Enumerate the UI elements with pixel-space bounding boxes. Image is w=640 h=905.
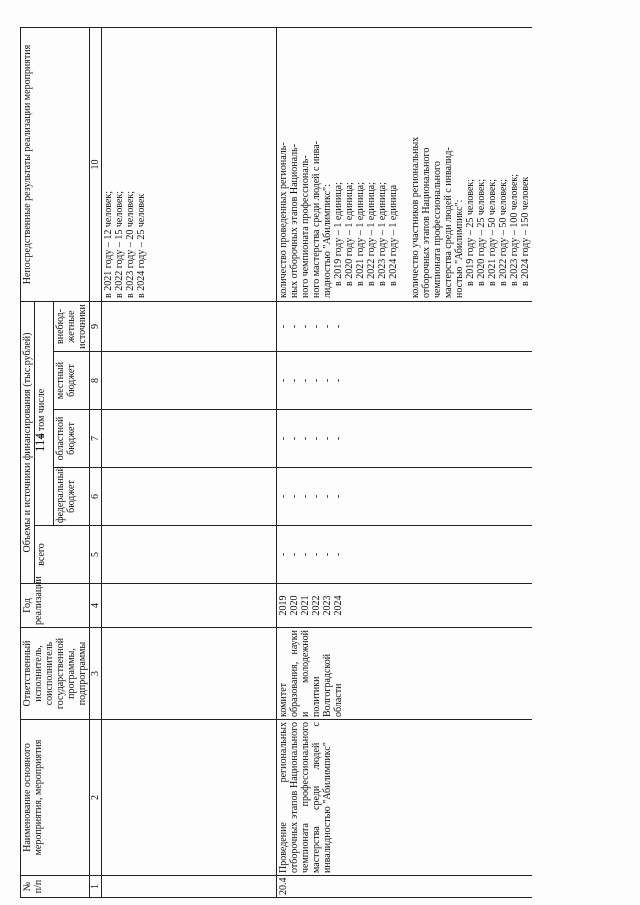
result-line: ностью "Абилимпикс": <box>454 199 465 298</box>
result-line: ного мастерства среди людей с инва- <box>311 140 322 298</box>
result-line: мастерства среди людей с инвалид- <box>443 147 454 298</box>
header-extra: внебюд-жетные источники <box>54 302 90 352</box>
result-line: в 2019 году – 1 единица; <box>333 182 344 286</box>
header-no: № п/п <box>21 876 90 898</box>
result-line: количество участников региональных <box>410 136 421 298</box>
col-num-7: 7 <box>90 410 102 468</box>
local-values: - - - - - - <box>277 352 533 410</box>
result-line: в 2021 году – 1 единица; <box>355 182 366 286</box>
total-values: - - - - - - <box>277 526 533 584</box>
continued-result-line: в 2022 году – 15 человек; <box>114 190 125 298</box>
result-line: чемпионата профессионального <box>432 161 443 298</box>
col-num-1: 1 <box>90 876 102 898</box>
extra-values: - - - - - - <box>277 302 533 352</box>
continued-result-line: в 2024 году – 25 человек <box>136 193 147 298</box>
year-value: 2023 <box>322 595 333 616</box>
col-num-9: 9 <box>90 302 102 352</box>
result-line: в 2023 году – 1 единица; <box>377 182 388 286</box>
row-number: 20.4 <box>277 876 533 898</box>
result-line: ных отборочных этапов Националь- <box>289 143 300 298</box>
continued-results <box>102 28 277 302</box>
year-value: 2024 <box>333 595 344 616</box>
col-num-5: 5 <box>90 526 102 584</box>
header-including: в том числе <box>35 302 54 526</box>
result-line: в 2024 году – 1 единица <box>388 184 399 286</box>
continued-result-line: в 2021 году – 12 человек; <box>103 190 114 298</box>
header-total: всего <box>35 526 90 584</box>
row-responsible: комитет образования, науки и молодежной политики Волгоградской области <box>277 628 533 720</box>
result-line: в 2024 году – 150 человек <box>520 176 531 286</box>
header-name: Наименование основного мероприятия, мероприятия <box>21 720 90 876</box>
result-line: ного чемпионата профессиональ- <box>300 155 311 298</box>
financing-table <box>20 27 532 898</box>
table-row-continuation <box>102 28 277 898</box>
col-num-10: 10 <box>90 28 102 302</box>
federal-values: - - - - - - <box>277 468 533 526</box>
header-row-1 <box>21 28 35 898</box>
col-num-3: 3 <box>90 628 102 720</box>
result-line: в 2019 году – 25 человек; <box>465 178 476 286</box>
result-line: в 2023 году – 100 человек; <box>509 173 520 286</box>
col-num-2: 2 <box>90 720 102 876</box>
column-number-row <box>90 28 102 898</box>
result-line: в 2021 году – 50 человек; <box>487 178 498 286</box>
year-value: 2021 <box>300 595 311 616</box>
page-number: 114 <box>32 432 47 452</box>
row-years <box>277 584 533 628</box>
year-value: 2019 <box>278 595 289 616</box>
col-num-4: 4 <box>90 584 102 628</box>
continued-result-line: в 2023 году – 20 человек; <box>125 190 136 298</box>
header-year: Год реализации <box>21 584 90 628</box>
header-federal: федеральный бюджет <box>54 468 90 526</box>
result-line: в 2020 году – 25 человек; <box>476 178 487 286</box>
header-local: местный бюджет <box>54 352 90 410</box>
col-num-8: 8 <box>90 352 102 410</box>
row-name: Проведение региональных отборочных этапов Национального чемпионата профессионального мастерства среди людей с инвалидностью "Абилимпикс" <box>277 720 533 876</box>
result-line: в 2020 году – 1 единица; <box>344 182 355 286</box>
row-results <box>277 28 533 302</box>
header-regional: областной бюджет <box>54 410 90 468</box>
regional-values: - - - - - - <box>277 410 533 468</box>
result-line: лидностью "Абилимпикс": <box>322 184 333 298</box>
table-row-20-4 <box>277 28 533 898</box>
year-value: 2020 <box>289 595 300 616</box>
rotated-table-container <box>20 28 620 898</box>
header-responsible: Ответственный исполнитель, соисполнитель государственной программы, подпрограммы <box>21 628 90 720</box>
col-num-6: 6 <box>90 468 102 526</box>
header-results: Непосредственные результаты реализации мероприятия <box>21 28 90 302</box>
result-line: в 2022 году – 1 единица; <box>366 182 377 286</box>
header-financing: Объемы и источники финансирования (тыс.рублей) <box>21 302 35 584</box>
result-line: количество проведенных региональ- <box>278 142 289 298</box>
result-line: отборочных этапов Национального <box>421 147 432 298</box>
result-line: в 2022 году – 50 человек; <box>498 178 509 286</box>
year-value: 2022 <box>311 595 322 616</box>
